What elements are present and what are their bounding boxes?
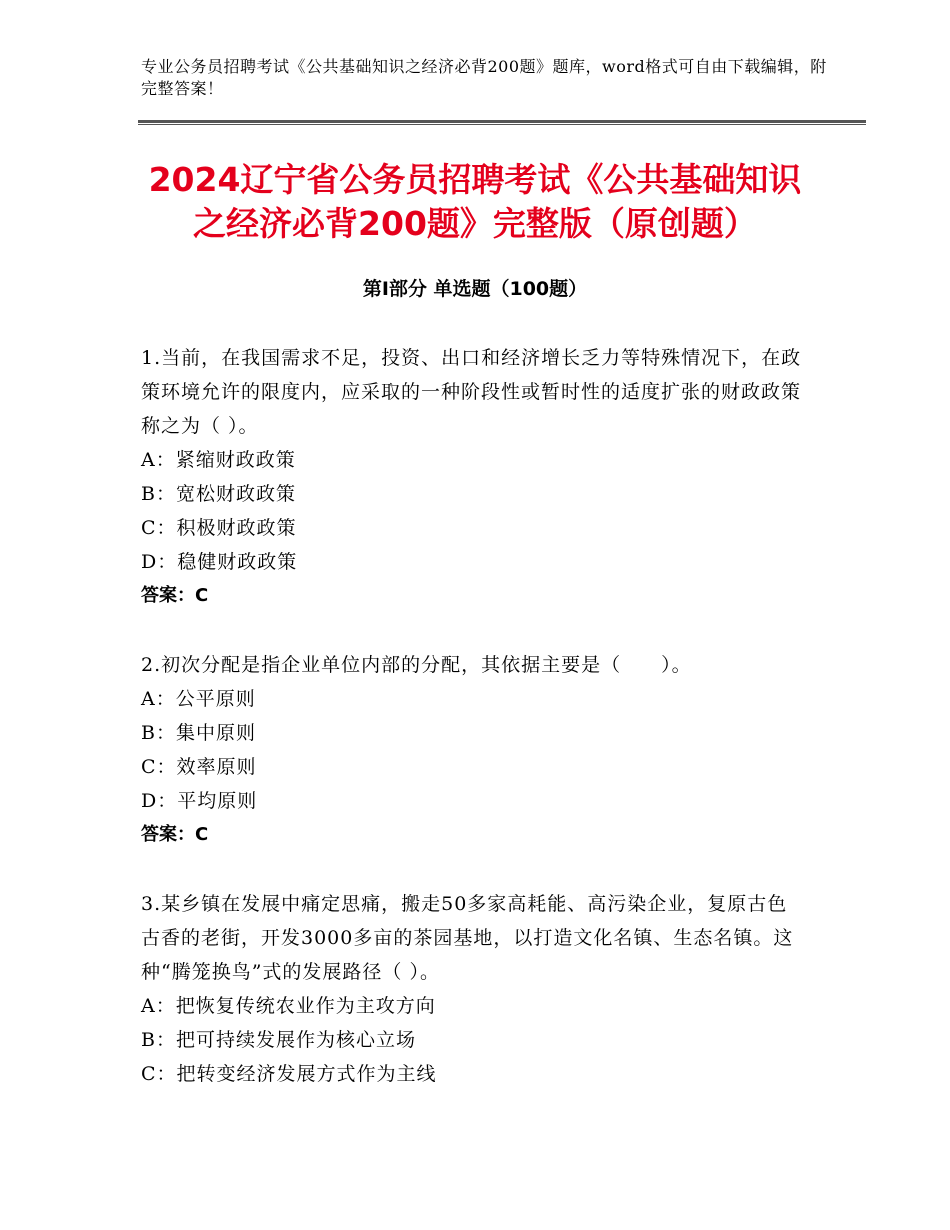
question-3 <box>141 887 806 1091</box>
option-d: D：稳健财政政策 <box>141 551 298 573</box>
option-b: B：集中原则 <box>141 722 256 744</box>
question-2 <box>141 648 806 852</box>
option-c: C：积极财政政策 <box>141 517 297 539</box>
section-title: 第Ⅰ部分 单选题（100题） <box>362 278 588 300</box>
option-a: A：公平原则 <box>141 688 256 710</box>
question-1 <box>141 341 806 613</box>
answer: 答案：C <box>141 585 209 606</box>
header-note: 专业公务员招聘考试《公共基础知识之经济必背200题》题库，word格式可自由下载编辑，附完整答案！ <box>141 57 827 98</box>
option-d: D：平均原则 <box>141 790 258 812</box>
title-line-2: 之经济必背200题》完整版（原创题） <box>193 204 757 243</box>
answer: 答案：C <box>141 824 209 845</box>
option-a: A：紧缩财政政策 <box>141 449 296 471</box>
option-c: C：效率原则 <box>141 756 257 778</box>
option-c: C：把转变经济发展方式作为主线 <box>141 1063 437 1085</box>
option-b: B：宽松财政政策 <box>141 483 296 505</box>
document-title <box>100 158 850 246</box>
question-stem: 2.初次分配是指企业单位内部的分配，其依据主要是（ ）。 <box>141 654 692 676</box>
header-divider <box>138 120 866 125</box>
option-b: B：把可持续发展作为核心立场 <box>141 1029 416 1051</box>
question-stem: 3.某乡镇在发展中痛定思痛，搬走50多家高耗能、高污染企业，复原古色古香的老街，开发3000多亩的茶园基地，以打造文化名镇、生态名镇。这种“腾笼换鸟”式的发展路径（ ）。 <box>141 893 794 983</box>
option-a: A：把恢复传统农业作为主攻方向 <box>141 995 436 1017</box>
question-stem: 1.当前，在我国需求不足，投资、出口和经济增长乏力等特殊情况下，在政策环境允许的限度内，应采取的一种阶段性或暂时性的适度扩张的财政政策称之为（ ）。 <box>141 347 802 437</box>
title-line-1: 2024辽宁省公务员招聘考试《公共基础知识 <box>148 160 802 199</box>
